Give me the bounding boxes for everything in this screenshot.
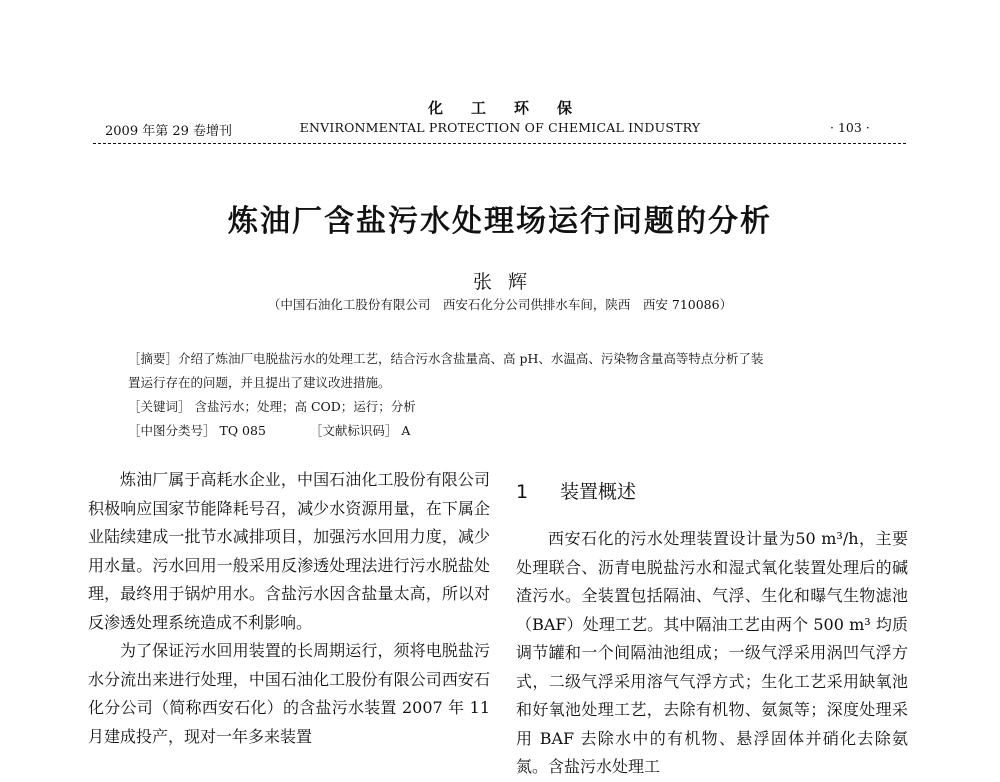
author-affiliation: （中国石油化工股份有限公司 西安石化分公司供排水车间，陕西 西安 710086） [267,297,733,312]
section-title: 装置概述 [560,481,637,503]
clc-code: TQ 085 [219,423,266,438]
journal-title-chinese: 化工环保 [427,99,600,117]
body-paragraph-1: 炼油厂属于高耗水企业，中国石油化工股份有限公司积极响应国家节能降耗号召，减少水资源用量，在下属企业陆续建成一批节水减排项目，加强污水回用力度，减少用水量。污水回用一般采用反渗透处理法进行污水脱盐处理，最终用于锅炉用水。含盐污水因含盐量太高，所以对反渗透处理系统造成不利影响。 [88,470,490,632]
header-divider [93,143,906,144]
doc-code: A [401,423,411,438]
abstract-label: ［摘要］ [128,351,179,366]
abstract-text-1: 介绍了炼油厂电脱盐污水的处理工艺，结合污水含盐量高、高 pH、水温高、污染物含量高等特点分析了装 [178,351,764,366]
article-title: 炼油厂含盐污水处理场运行问题的分析 [228,204,772,239]
issue-label: 2009 年第 29 卷增刊 [105,124,233,139]
page-number: · 103 · [830,120,870,135]
keywords-text: 含盐污水；处理；高 COD；运行；分析 [194,399,416,414]
classification-line [128,419,883,443]
abstract-line-1 [128,347,883,371]
keywords-label: ［关键词］ [128,399,191,414]
journal-title-english: ENVIRONMENTAL PROTECTION OF CHEMICAL INDUSTRY [299,120,701,135]
clc-label: ［中图分类号］ [128,423,216,438]
body-paragraph-3: 西安石化的污水处理装置设计量为50 m³/h，主要处理联合、沥青电脱盐污水和湿式氧化装置处理后的碱渣污水。全装置包括隔油、气浮、生化和曝气生物滤池（BAF）处理工艺。其中隔油工艺由两个 500 m³ 均质调节罐和一个间隔油池组成；一级气浮采用涡凹气浮方式，二级气浮采用溶气气浮方式；生化工艺采用缺氧池和好氧池处理工艺，去除有机物、氨氮等；深度处理采用 BAF 去除水中的有机物、悬浮固体并硝化去除氨氮。含盐污水处理工 [516,529,908,776]
body-paragraph-2: 为了保证污水回用装置的长周期运行，须将电脱盐污水分流出来进行处理，中国石油化工股份有限公司西安石化分公司（简称西安石化）的含盐污水装置 2007 年 11 月建成投产，现对一年多来装置 [88,641,490,746]
abstract-line-2 [128,371,883,395]
keywords-line [128,395,883,419]
abstract-block [128,347,883,443]
section-number: 1 [516,481,529,503]
doc-code-label: ［文献标识码］ [309,423,398,438]
abstract-text-2: 置运行存在的问题，并且提出了建议改进措施。 [128,375,391,390]
body-left-column [88,466,490,751]
author-name: 张辉 [472,271,543,293]
section-heading-1 [516,478,908,508]
body-right-column [516,478,908,782]
